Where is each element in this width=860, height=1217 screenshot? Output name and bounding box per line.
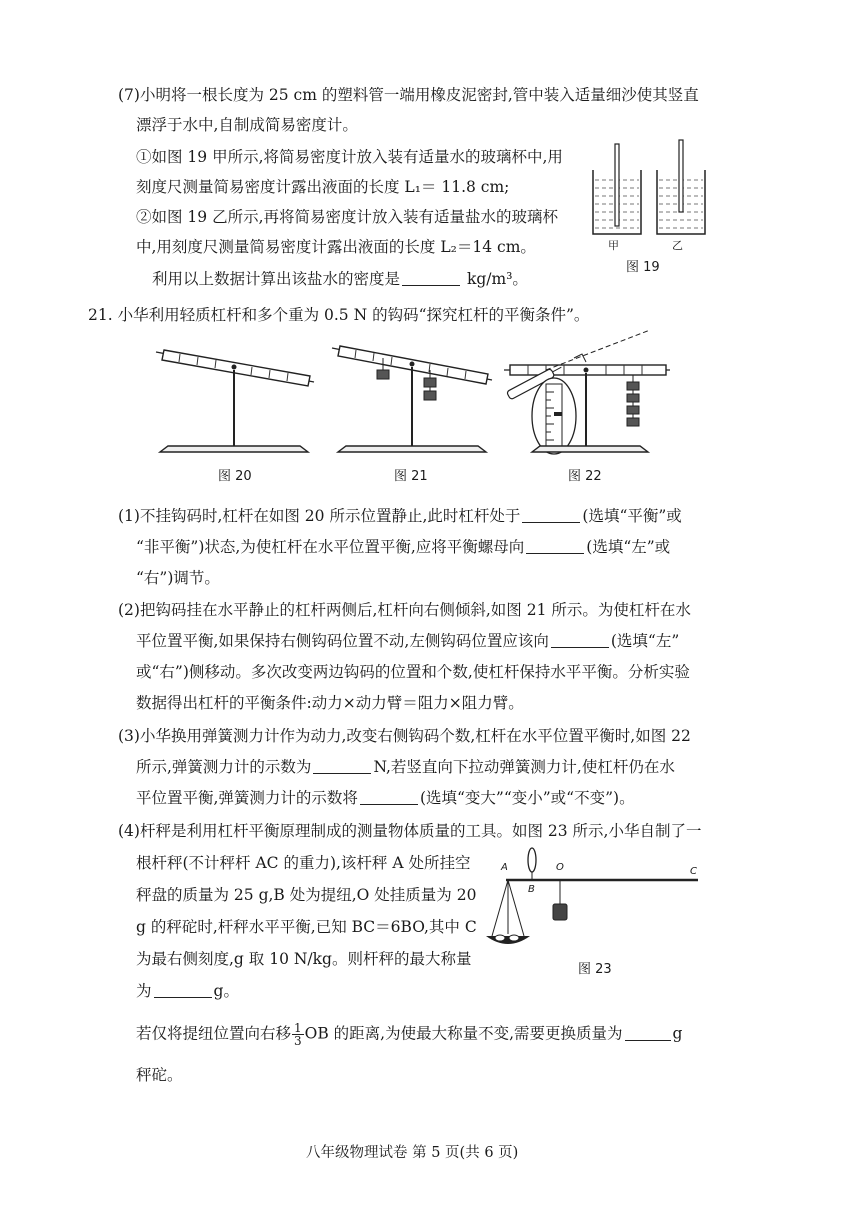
- q21-p2-line4: 数据得出杠杆的平衡条件:动力×动力臂＝阻力×阻力臂。: [136, 694, 524, 712]
- answer-blank[interactable]: [625, 1026, 671, 1041]
- q21-p3-text: (选填“变大”“变小”或“不变”)。: [419, 789, 635, 807]
- q21-p4-line7: [136, 1022, 682, 1047]
- answer-blank[interactable]: [402, 271, 460, 286]
- answer-blank[interactable]: [360, 790, 418, 805]
- q21-p4-line8: 秤砣。: [136, 1066, 183, 1084]
- q21-p4-text: 为: [136, 982, 152, 1000]
- fig21-caption: 图 21: [394, 469, 428, 484]
- q21-p4-text: g。: [213, 982, 239, 1000]
- q21-p3-text: N,若竖直向下拉动弹簧测力计,使杠杆仍在水: [373, 758, 675, 776]
- fig23-label-a: A: [501, 862, 508, 873]
- figure-19: [585, 140, 715, 270]
- figure-22: [500, 330, 675, 460]
- q20-7-line2: 漂浮于水中,自制成简易密度计。: [136, 116, 358, 134]
- answer-blank[interactable]: [551, 633, 609, 648]
- q20-7-line1: (7)小明将一根长度为 25 cm 的塑料管一端用橡皮泥密封,管中装入适量细沙使其竖直: [118, 86, 699, 104]
- q20-7-result-text: 利用以上数据计算出该盐水的密度是: [152, 270, 401, 288]
- answer-blank[interactable]: [522, 508, 580, 523]
- q21-title: 21. 小华利用轻质杠杆和多个重为 0.5 N 的钩码“探究杠杆的平衡条件”。: [88, 306, 590, 324]
- q21-p3-text: 所示,弹簧测力计的示数为: [136, 758, 312, 776]
- q21-p4-line3: 秤盘的质量为 25 g,B 处为提纽,O 处挂质量为 20: [136, 886, 477, 904]
- q21-p4-line1: (4)杆秤是利用杠杆平衡原理制成的测量物体质量的工具。如图 23 所示,小华自制了一: [118, 822, 702, 840]
- q21-p1-text: (选填“左”或: [586, 538, 671, 556]
- fraction-one-third: [292, 1022, 304, 1047]
- q21-p1-text: “非平衡”)状态,为使杠杆在水平位置平衡,应将平衡螺母向: [136, 538, 525, 556]
- q21-p1-text: (1)不挂钩码时,杠杆在如图 20 所示位置静止,此时杠杆处于: [118, 507, 521, 525]
- fig19-label-a: 甲: [608, 239, 619, 252]
- q20-7-result-unit: kg/m³。: [466, 270, 528, 288]
- fig23-label-c: C: [690, 866, 697, 877]
- fig22-caption: 图 22: [568, 469, 602, 484]
- q20-7-step1-b: 刻度尺测量简易密度计露出液面的长度 L₁＝ 11.8 cm;: [136, 178, 510, 196]
- figure-21: [326, 340, 498, 460]
- fig23-label-b: B: [528, 884, 535, 895]
- q21-p2-line1: (2)把钩码挂在水平静止的杠杆两侧后,杠杆向右侧倾斜,如图 21 所示。为使杠杆在水: [118, 601, 691, 619]
- q21-p4-line4: g 的秤砣时,杆秤水平平衡,已知 BC＝6BO,其中 C: [136, 918, 477, 936]
- q21-p2-line3: 或“右”)侧移动。多次改变两边钩码的位置和个数,使杠杆保持水平平衡。分析实验: [136, 663, 690, 681]
- q21-p4-line5: 为最右侧刻度,g 取 10 N/kg。则杆秤的最大称量: [136, 950, 472, 968]
- q20-7-step1-a: ①如图 19 甲所示,将简易密度计放入装有适量水的玻璃杯中,用: [136, 148, 563, 166]
- figure-23: [484, 836, 714, 956]
- q20-7-step2-b: 中,用刻度尺测量简易密度计露出液面的长度 L₂＝14 cm。: [136, 238, 536, 256]
- q21-p2-text: 平位置平衡,如果保持右侧钩码位置不动,左侧钩码位置应该向: [136, 632, 549, 650]
- q21-p2-line2: [136, 630, 679, 652]
- q21-p4-text: OB 的距离,为使最大称量不变,需要更换质量为: [304, 1024, 623, 1043]
- q21-p4-text: 若仅将提纽位置向右移: [136, 1024, 292, 1043]
- answer-blank[interactable]: [154, 983, 212, 998]
- answer-blank[interactable]: [526, 539, 584, 554]
- q21-p3-line2: [136, 756, 675, 778]
- fig23-caption: 图 23: [578, 962, 612, 977]
- q21-p1-text: (选填“平衡”或: [582, 507, 682, 525]
- fig20-caption: 图 20: [218, 469, 252, 484]
- q21-p3-line3: [136, 787, 635, 809]
- fig19-label-b: 乙: [672, 239, 683, 252]
- q21-p1-line1: [118, 505, 682, 527]
- fraction-numerator: 1: [294, 1021, 302, 1035]
- q21-p4-line2: 根杆秤(不计秤杆 AC 的重力),该杆秤 A 处所挂空: [136, 854, 471, 872]
- q21-p1-line3: “右”)调节。: [136, 569, 220, 587]
- q21-p4-line6: [136, 980, 239, 1002]
- fig23-label-o: O: [556, 862, 564, 873]
- q20-7-step2-a: ②如图 19 乙所示,再将简易密度计放入装有适量盐水的玻璃杯: [136, 208, 559, 226]
- q21-p1-line2: [136, 536, 670, 558]
- figure-20: [150, 340, 320, 460]
- q21-p4-text: g: [672, 1024, 683, 1043]
- q21-p2-text: (选填“左”: [610, 632, 680, 650]
- q20-7-result: [152, 268, 528, 290]
- fraction-denominator: 3: [294, 1034, 302, 1048]
- fig19-caption: 图 19: [626, 260, 660, 275]
- q21-p3-text: 平位置平衡,弹簧测力计的示数将: [136, 789, 358, 807]
- q21-p3-line1: (3)小华换用弹簧测力计作为动力,改变右侧钩码个数,杠杆在水平位置平衡时,如图 22: [118, 727, 691, 745]
- page-footer: 八年级物理试卷 第 5 页(共 6 页): [306, 1145, 519, 1161]
- answer-blank[interactable]: [313, 759, 371, 774]
